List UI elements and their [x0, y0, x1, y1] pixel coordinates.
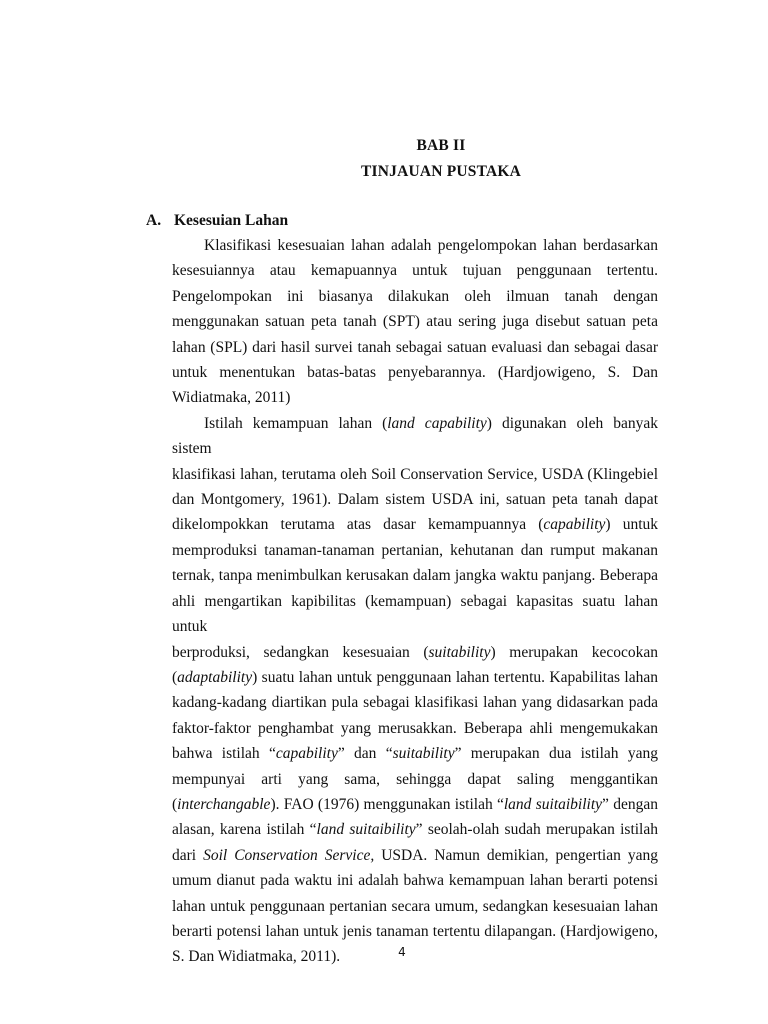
italic-term: land suitaibility — [316, 821, 416, 839]
italic-term: land suitaibility — [503, 795, 603, 813]
paragraph-line: mempunyai arti yang sama, sehingga dapat saling menggantikan — [172, 770, 658, 788]
paragraph-line — [172, 792, 658, 817]
italic-term: suitability — [428, 643, 491, 661]
paragraph-line: klasifikasi lahan, terutama oleh Soil Conservation Service, USDA (Klingebiel — [172, 465, 658, 483]
paragraph-line: umum dianut pada waktu ini adalah bahwa kemampuan lahan berarti potensi — [172, 872, 658, 890]
chapter-title: BAB II — [416, 137, 466, 154]
body-text — [172, 233, 658, 970]
text-run: USDA. Namun demikian, pengertian yang — [374, 846, 658, 864]
text-run: ) suatu lahan untuk penggunaan lahan tertentu. Kapabilitas lahan — [252, 668, 658, 686]
text-run: ” merupakan dua istilah yang — [454, 745, 658, 763]
text-run: ” dan “ — [337, 745, 393, 763]
text-run: berproduksi, sedangkan kesesuaian ( — [172, 643, 429, 661]
text-run: dari — [172, 846, 204, 864]
paragraph-line: ternak, tanpa menimbulkan kerusakan dalam jangka waktu panjang. Beberapa — [172, 567, 658, 585]
text-run: ( — [172, 668, 178, 686]
paragraph-line: Klasifikasi kesesuaian lahan adalah pengelompokan lahan berdasarkan — [204, 237, 658, 254]
italic-term: adaptability — [177, 668, 253, 686]
paragraph-line: berarti potensi lahan untuk jenis tanaman tertentu dilapangan. (Hardjowigeno, — [172, 922, 658, 940]
paragraph-line: memproduksi tanaman-tanaman pertanian, kehutanan dan rumput makanan — [172, 541, 658, 559]
italic-term: capability — [275, 745, 338, 763]
text-run: Istilah kemampuan lahan ( — [204, 414, 388, 432]
paragraph-line — [172, 843, 658, 868]
text-run: ( — [172, 795, 178, 813]
text-run: alasan, karena istilah “ — [172, 821, 317, 839]
paragraph-line — [172, 741, 658, 766]
paragraph-line: faktor-faktor penghambat yang merusakkan. Beberapa ahli mengemukakan — [172, 719, 658, 737]
paragraph-line — [172, 411, 658, 462]
italic-term: suitability — [392, 745, 455, 763]
paragraph-line: lahan (SPL) dari hasil survei tanah sebagai satuan evaluasi dan sebagai dasar — [172, 338, 658, 356]
paragraph-line: menggunakan satuan peta tanah (SPT) atau sering juga disebut satuan peta — [172, 313, 658, 331]
italic-term: capability — [543, 516, 606, 534]
paragraph-line: kadang-kadang diartikan pula sebagai klasifikasi lahan yang didasarkan pada — [172, 694, 658, 712]
text-run: ” seolah-olah sudah merupakan istilah — [415, 821, 658, 839]
text-run: ” dengan — [602, 795, 658, 813]
section-title: Kesesuian Lahan — [174, 212, 289, 229]
text-run: ) merupakan kecocokan — [490, 643, 658, 661]
paragraph-line — [172, 640, 658, 665]
text-run: ) untuk — [605, 516, 659, 534]
text-run: ). FAO (1976) menggunakan istilah “ — [270, 795, 504, 813]
paragraph-line: untuk menentukan batas-batas penyebarannya. (Hardjowigeno, S. Dan — [172, 364, 658, 382]
section-letter: A. — [146, 212, 162, 229]
page-number: 4 — [398, 945, 406, 959]
text-run: bahwa istilah “ — [172, 745, 276, 763]
chapter-subtitle: TINJAUAN PUSTAKA — [360, 163, 522, 180]
paragraph-line: ahli mengartikan kapibilitas (kemampuan) sebagai kapasitas suatu lahan untuk — [172, 592, 658, 636]
paragraph-line: dan Montgomery, 1961). Dalam sistem USDA ini, satuan peta tanah dapat — [172, 491, 658, 509]
paragraph-line — [172, 817, 658, 842]
text-run: ) digunakan oleh banyak sistem — [172, 414, 658, 458]
italic-term: land capability — [387, 414, 487, 432]
italic-term: Soil Conservation Service, — [203, 846, 375, 864]
italic-term: interchangable — [177, 795, 271, 813]
text-run: dikelompokkan terutama atas dasar kemampuannya ( — [172, 516, 544, 534]
paragraph-line: Widiatmaka, 2011) — [172, 389, 291, 407]
paragraph-line — [172, 512, 658, 537]
paragraph-line: lahan untuk penggunaan pertanian secara umum, sedangkan kesesuaian lahan — [172, 897, 658, 915]
paragraph-line: Pengelompokan ini biasanya dilakukan oleh ilmuan tanah dengan — [172, 287, 658, 305]
paragraph-line — [172, 665, 658, 690]
section-heading — [146, 212, 288, 230]
paragraph-line: S. Dan Widiatmaka, 2011). — [172, 948, 341, 966]
paragraph-line: kesesuiannya atau kemapuannya untuk tujuan penggunaan tertentu. — [172, 262, 658, 280]
